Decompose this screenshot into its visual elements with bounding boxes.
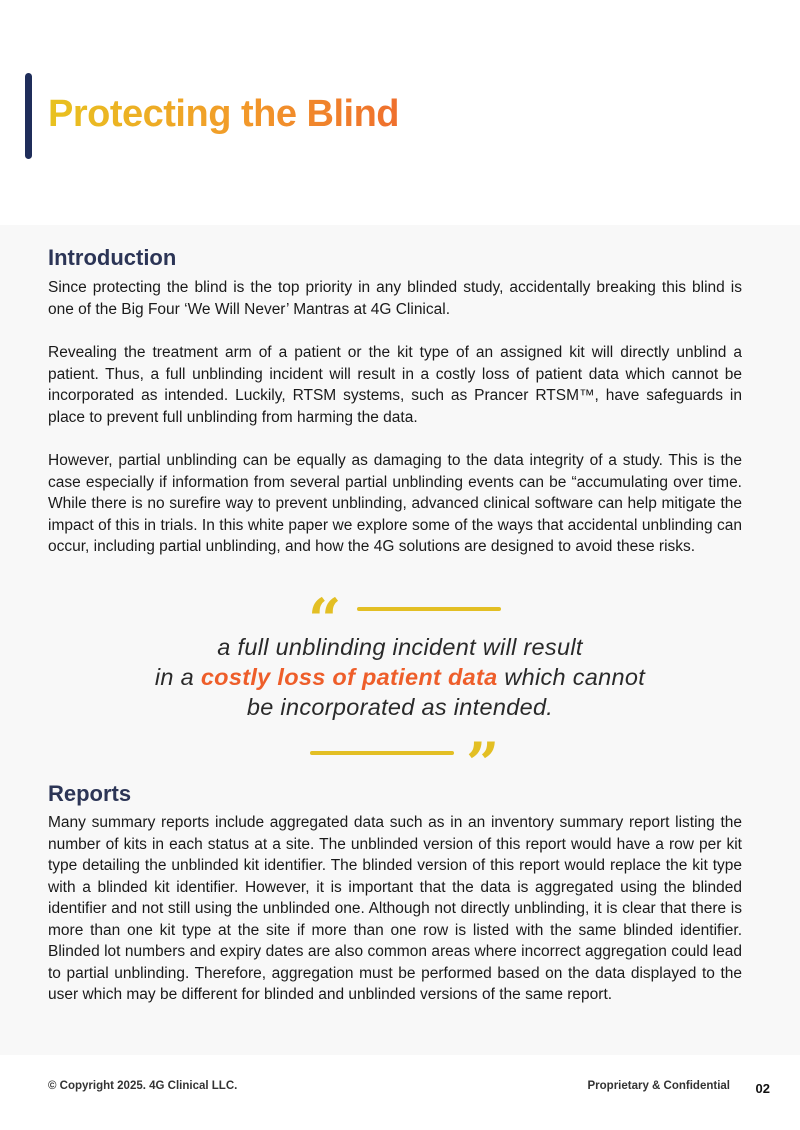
intro-paragraph-2: Revealing the treatment arm of a patient or the kit type of an assigned kit will directly unblind a patient. Thus, a full unblinding incident will result in a costly loss of patient data which cannot be incorporated as intended. Luckily, RTSM systems, such as Prancer RTSM™, have safeguards in place to prevent full unblinding from harming the data.: [48, 344, 742, 426]
quote-line-2-prefix: in a: [154, 664, 201, 690]
quote-highlight: costly loss of patient data: [200, 664, 498, 690]
title-accent-bar: [25, 73, 32, 159]
introduction-heading: Introduction: [48, 245, 177, 270]
quote-bottom-rule: [310, 751, 454, 755]
reports-paragraph: Many summary reports include aggregated data such as in an inventory summary report listing the number of kits in each status at a site. The unblinded version of this report would have a row per kit type detailing the unblinded kit identifier. The blinded version of this report would replace the kit type with a blinded kit identifier. However, it is important that the data is aggregated using the blinded identifier and not still using the unblinded one. Although not directly unblinding, it is clear that there is more than one kit type at the site if more than one row is listed with the same blinded identifier. Blinded lot numbers and expiry dates are also common areas where incorrect aggregation could lead to partial unblinding. Therefore, aggregation must be performed based on the data displayed to the user which may be different for blinded and unblinded versions of the same report.: [48, 814, 742, 1003]
quote-line-2-suffix: which cannot: [497, 664, 646, 690]
page-title: Protecting the Blind: [48, 93, 399, 135]
quote-line-3: be incorporated as intended.: [246, 694, 554, 720]
page-number: 02: [755, 1081, 770, 1096]
open-quote-icon: “: [308, 586, 342, 654]
quote-line-1: a full unblinding incident will result: [217, 634, 583, 660]
quote-top-rule: [357, 607, 501, 611]
reports-heading: Reports: [48, 781, 132, 806]
pull-quote-text: [100, 632, 700, 722]
footer-copyright: © Copyright 2025. 4G Clinical LLC.: [48, 1080, 238, 1092]
intro-paragraph-3: However, partial unblinding can be equally as damaging to the data integrity of a study. This is the case especially if information from several partial unblinding events can be “accumulating over time. While there is no surefire way to prevent unblinding, advanced clinical software can help mitigate the impact of this in trials. In this white paper we explore some of the ways that accidental unblinding can occur, including partial unblinding, and how the 4G solutions are designed to avoid these risks.: [48, 452, 742, 555]
intro-paragraph-1: Since protecting the blind is the top priority in any blinded study, accidentally breaking this blind is one of the Big Four ‘We Will Never’ Mantras at 4G Clinical.: [48, 279, 742, 318]
close-quote-icon: ”: [466, 730, 500, 798]
footer-confidential: Proprietary & Confidential: [587, 1080, 730, 1092]
